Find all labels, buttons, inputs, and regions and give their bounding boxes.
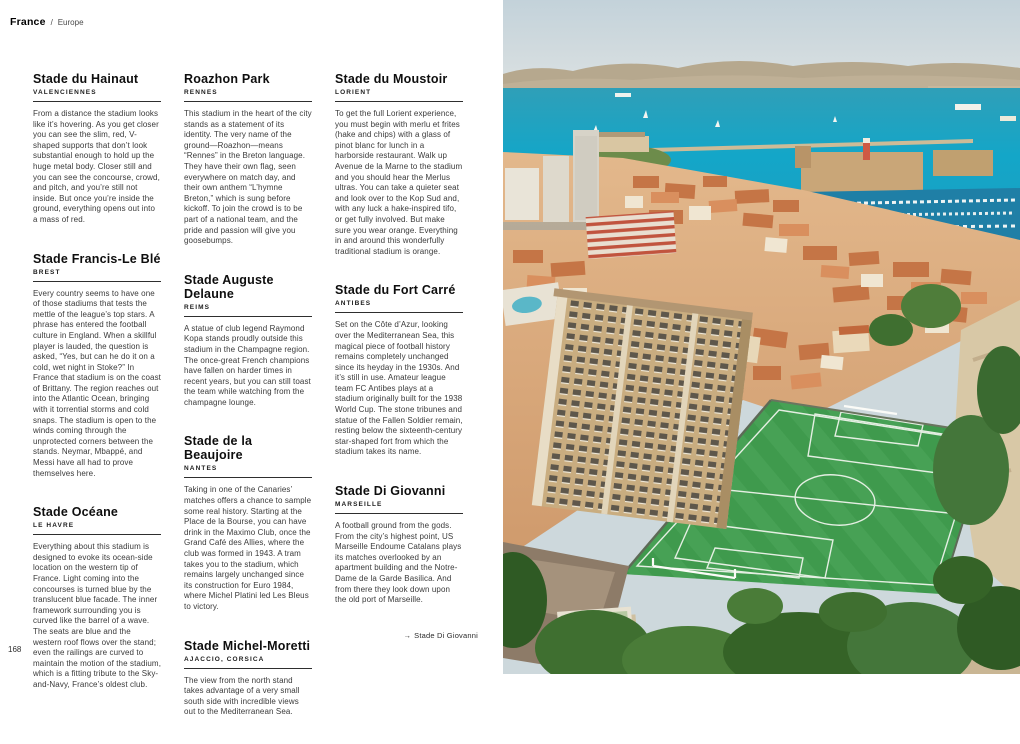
entry-stade-du-moustoir [335,72,463,257]
entry-location: RENNES [184,89,218,96]
entry-title: Stade Francis-Le Blé [33,251,161,266]
column-1 [33,72,161,717]
entry-stade-auguste-delaune [184,273,312,409]
entry-location: BREST [33,268,61,276]
divider [184,316,312,317]
entry-title: Stade Océane [33,505,119,520]
entry-title: Roazhon Park [184,72,270,86]
entry-stade-michel-moretti [184,639,312,718]
entry-location: LE HAVRE [33,522,75,530]
entry-body: A football ground from the gods. From the city’s highest point, US Marseille Endoume Catalans plays its matches overlooked by an apartment building and the Notre-Dame de la Garde Basilica. And from there they look down upon the old port of Marseille. [335,521,462,605]
entry-stade-oceane [33,505,161,690]
entry-body: The view from the north stand takes advantage of a very small south side with incredible views out to the Mediterranean Sea. [184,675,300,717]
divider [184,668,312,669]
entry-title: Stade du Moustoir [335,72,448,86]
entry-location: MARSEILLE [335,501,383,509]
entry-location: REIMS [184,303,211,311]
entry-location: NANTES [184,465,218,473]
entry-location: ANTIBES [335,300,372,308]
divider [335,513,463,514]
divider [184,101,312,102]
photo-caption-text: Stade Di Giovanni [414,631,478,640]
apartment-building [528,288,753,529]
entry-body: A statue of club legend Raymond Kopa stands proudly outside this stadium in the Champagne region. The once-great French champions have fallen on harder times in recent years, but you can still toast the team while watching from the champagne lounge. [184,323,311,407]
entry-title: Stade du Hainaut [33,72,139,86]
entry-stade-du-hainaut [33,72,161,226]
divider [335,312,463,313]
entry-title: Stade Auguste Delaune [184,272,274,301]
left-page [0,0,503,717]
page-number: 168 [8,645,22,654]
entry-body: Everything about this stadium is designed to evoke its ocean-side location on the western tip of France. Light coming into the concourses is turned blue by the translucent blue facade. The inner framework surrounding you is curved like the barrel of a wave. The seats are blue and the western roof flows over the stand; even the railings are curved to maintain the motion of the stadium, which is a fitting tribute to the Sky-and-Navy, France’s oldest club. [33,542,162,689]
entry-stade-de-la-beaujoire [184,434,312,612]
entry-body: From a distance the stadium looks like it’s hovering. As you get closer you can see the slim, red, V-shaped supports that don’t look substantial enough to hold up the huge metal body. Closer still and you can see the concourse, crowd, and pitch, and you’re still not inside. But once you’re inside the ground, everything opens out into a mass of red. [33,109,160,224]
entry-location: VALENCIENNES [33,89,97,96]
entry-stade-du-fort-carre [335,283,463,458]
divider [184,477,312,478]
entry-title: Stade du Fort Carré [335,283,456,298]
breadcrumb-region: Europe [57,18,84,27]
entry-location: AJACCIO, CORSICA [184,655,265,663]
stadium-columns [33,72,463,744]
column-2 [184,72,312,744]
entry-body: Taking in one of the Canaries’ matches offers a chance to sample some real history. Starting at the Place de la Bourse, you can have drink in the Maximo Club, once the Grand Café des Allies, where the club was formed in 1943. A tram takes you to the stadium, which remains largely unchanged since its construction for Euro 1984, where Michel Platini led Les Bleus to victory. [184,485,312,611]
stadium-aerial-photo [503,0,1020,674]
breadcrumb-country: France [10,16,46,28]
arrow-right-icon: → [403,631,412,640]
entry-title: Stade de la Beaujoire [184,434,253,463]
divider [33,281,161,282]
entry-body: Every country seems to have one of those stadiums that tests the mettle of the league’s top stars. A phrase has entered the football culture in England. When a skillful player is lauded, the question is asked, “Yes, but can he do it on a cold, wet night in Stoke?” In France that stadium is on the coast of Brittany. The region reaches out into the Atlantic Ocean, bringing with it torrential storms and cold snaps. The stadium is open to the winds coming through the unprotected corners between the stands. Neymar, Mbappé, and Messi have all had to prove themselves here. [33,288,162,478]
entry-body: This stadium in the heart of the city stands as a statement of its identity. The very name of the ground—Roazhon—means “Rennes” in the Breton language. They have their own flag, seen everywhere on match day, and their own anthem “L’hymne Breton,” which is sung before kickoff. To join the crowd is to be part of a national team, and the pride and passion will give you goosebumps. [184,109,312,246]
entry-stade-di-giovanni [335,484,463,606]
breadcrumb [10,16,84,28]
entry-body: To get the full Lorient experience, you must begin with merlu et frites (hake and chips) with a glass of pinot blanc for lunch in a harborside restaurant. Walk up Avenue de la Marne to the stadium and you should hear the Merlus ultras. You can take a quieter seat and look over to the Kop Sud and, with any luck a hake-inspired tifo, or get fully involved. But make sure you wear orange. Everything in and around this wonderfully traditional stadium is orange. [335,109,463,256]
breadcrumb-separator: / [50,18,53,27]
divider [33,101,161,102]
divider [33,534,161,535]
entry-body: Set on the Côte d’Azur, looking over the Mediterranean Sea, this magical piece of football history remains completely unchanged since its heyday in the 1930s. And it’s still in use. Amateur league team FC Antibes plays at a stadium originally built for the 1938 World Cup. The stone tribunes and statue of the Fallen Soldier remain, resting below the sixteenth-century star-shaped fort from which the stadium takes its name. [335,320,463,457]
entry-roazhon-park [184,72,312,247]
entry-title: Stade Di Giovanni [335,484,446,499]
entry-stade-francis-le-ble [33,252,161,480]
photo-caption [330,631,478,640]
entry-title: Stade Michel-Moretti [184,638,311,653]
column-3 [335,72,463,632]
entry-location: LORIENT [335,89,372,96]
divider [335,101,463,102]
